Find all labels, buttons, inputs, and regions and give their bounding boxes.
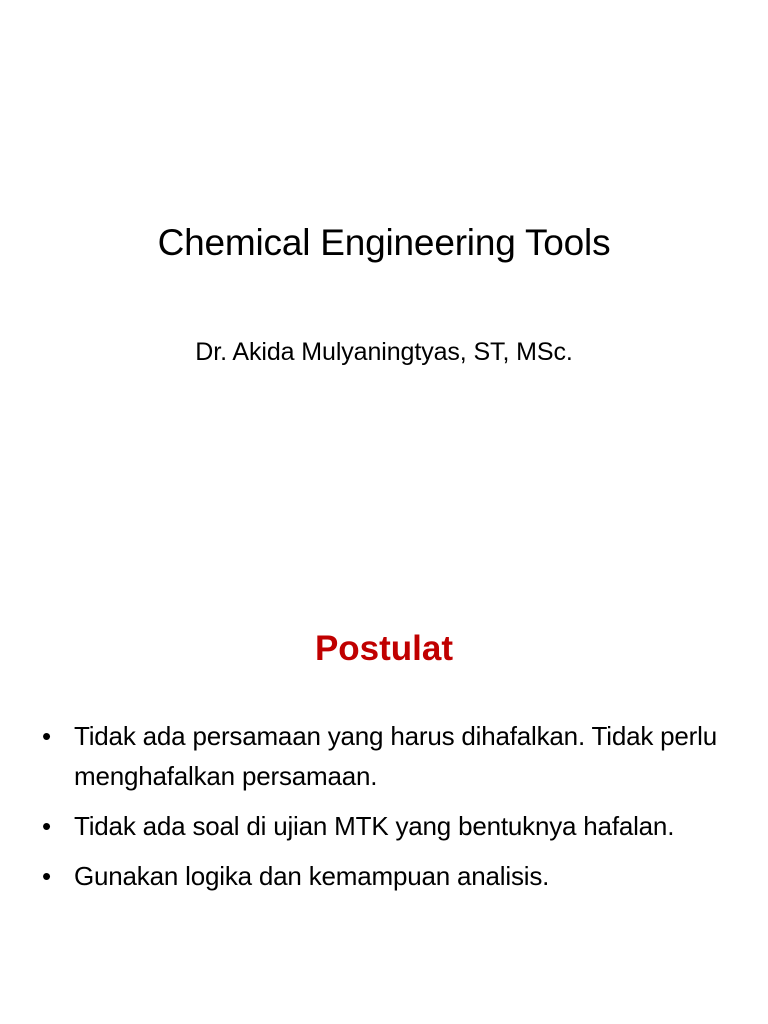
slide-heading: Postulat xyxy=(314,629,454,668)
bullet-item xyxy=(42,806,742,846)
slide-title: Chemical Engineering Tools xyxy=(157,222,611,263)
bullet-item xyxy=(42,856,742,896)
bullet-icon: • xyxy=(42,721,51,751)
bullet-item xyxy=(42,716,742,796)
bullet-icon: • xyxy=(42,811,51,841)
bullet-text: Tidak ada soal di ujian MTK yang bentuknya hafalan. xyxy=(74,811,675,841)
bullet-text: Gunakan logika dan kemampuan analisis. xyxy=(74,861,550,891)
content-slide xyxy=(0,512,768,1024)
bullet-list xyxy=(42,716,742,906)
slide-subtitle: Dr. Akida Mulyaningtyas, ST, MSc. xyxy=(195,338,573,366)
bullet-text: Tidak ada persamaan yang harus dihafalkan. Tidak perlu menghafalkan persamaan. xyxy=(74,721,717,791)
bullet-icon: • xyxy=(42,861,51,891)
